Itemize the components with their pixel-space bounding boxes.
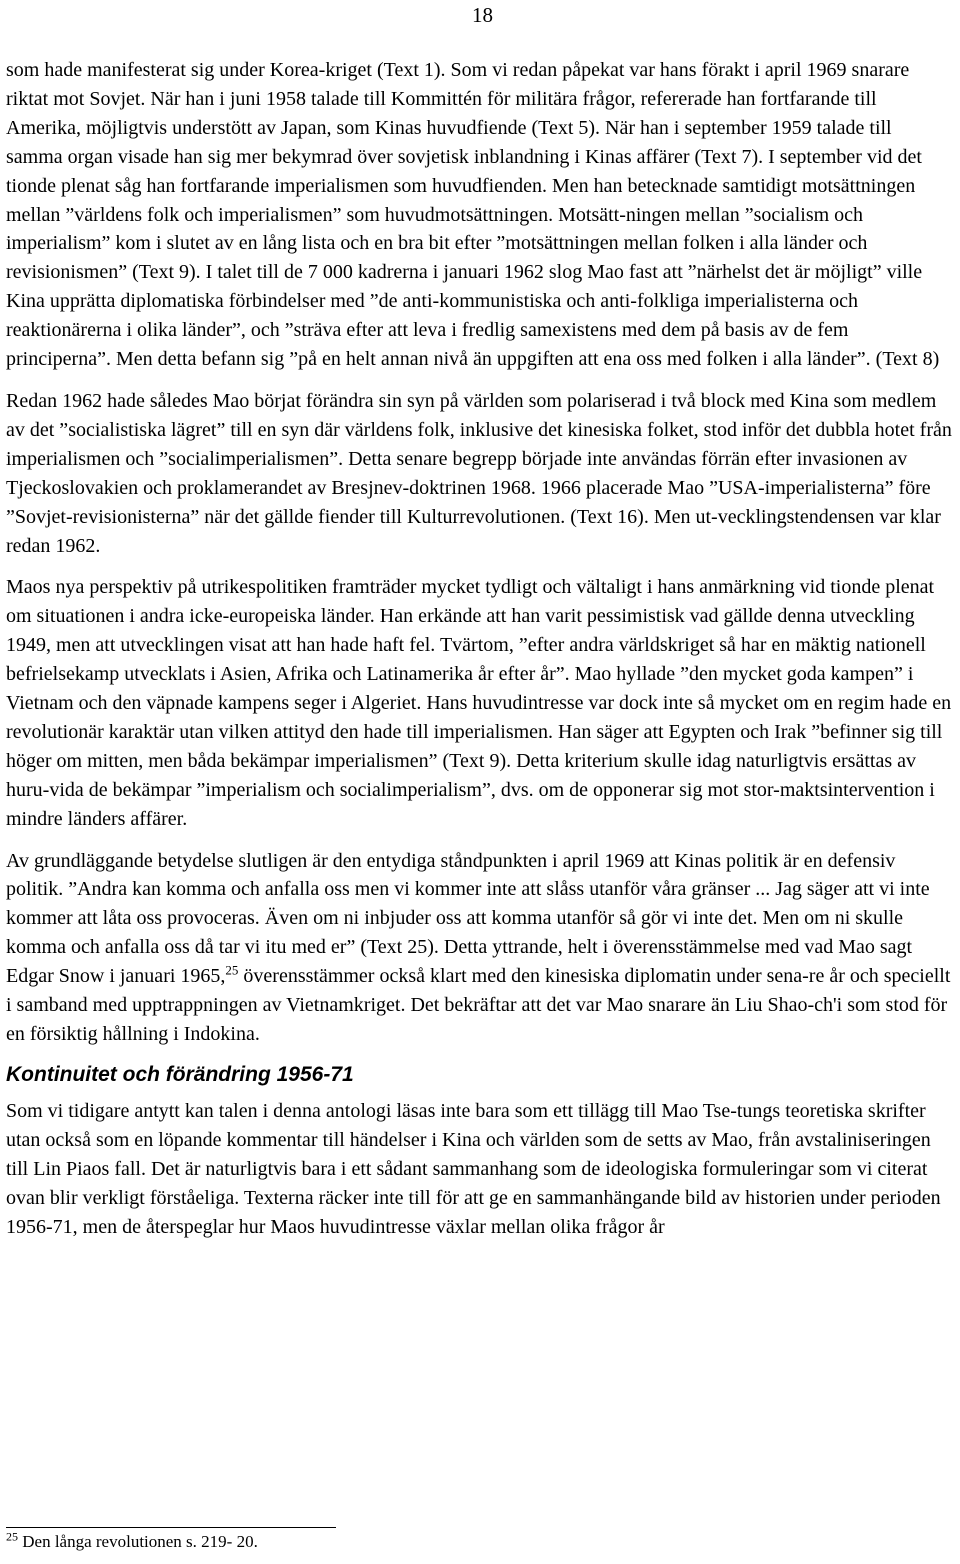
footnote: [6, 1531, 258, 1553]
document-body: [6, 56, 952, 1241]
page-number: 18: [472, 3, 493, 27]
paragraph-text: Av grundläggande betydelse slutligen är den entydiga ståndpunkten i april 1969 att Kinas politik är en defensiv politik. ”Andra kan komma och anfalla oss men vi kommer inte att slåss utanför våra gränser ... Jag säger att vi inte kommer att låta oss provoceras. Även om ni inbjuder oss att komma utanför så gör vi inte det. Men om ni skulle komma och anfalla oss då tar vi itu med er” (Text 25). Detta yttrande, helt i överensstämmelse med vad Mao sagt Edgar Snow i januari 1965,: [6, 849, 930, 988]
paragraph-text: Redan 1962 hade således Mao börjat förändra sin syn på världen som polariserad i två block med Kina som medlem av det ”socialistiska lägret” till en syn där världens folk, inklusive det kinesiska folket, stod inför det dubbla hotet från imperialismen och ”socialimperialismen”. Detta senare begrepp började inte användas förrän efter invasionen av Tjeckoslovakien och proklamerandet av Bresjnev-doktrinen 1968. 1966 placerade Mao ”USA-imperialisterna” före ”Sovjet-revisionisterna” när det gällde fiender till Kulturrevolutionen. (Text 16). Men ut-vecklingstendensen var klar redan 1962.: [6, 389, 952, 557]
section-heading: Kontinuitet och förändring 1956-71: [6, 1062, 354, 1086]
paragraph: [6, 573, 952, 833]
paragraph-text: överensstämmer också klart med den kinesiska diplomatin under sena-re år och speciellt i samband med upptrappningen av Vietnamkriget. Det bekräftar att det var Mao snarare än Liu Shao-ch'i som stod för en försiktig hållning i Indokina.: [6, 965, 951, 1045]
paragraph: [6, 1097, 952, 1242]
footnote-text: Den långa revolutionen s. 219- 20.: [18, 1532, 258, 1551]
paragraph: [6, 56, 952, 374]
paragraph-text: Maos nya perspektiv på utrikespolitiken framträder mycket tydligt och vältaligt i hans anmärkning vid tionde plenat om situationen i andra icke-europeiska länder. Han erkände att han varit pessimistisk vad gällde denna utveckling 1949, men att utvecklingen visat att han hade haft fel. Tvärtom, ”efter andra världskriget så har en mäktig nationell befrielsekamp utvecklats i Asien, Afrika och Latinamerika år efter år”. Mao hyllade ”den mycket goda kampen” i Vietnam och den väpnade kampens seger i Algeriet. Hans huvudintresse var dock inte så mycket om en regim hade en revolutionär karaktär utan vilken attityd den hade till imperialismen. Han säger att Egypten och Irak ”befinner sig till höger om mitten, men båda bekämpar imperialismen” (Text 9). Detta kriterium skulle idag naturligtvis ersättas av huru-vida de bekämpar ”imperialism och socialimperialism”, dvs. om de opponerar sig mot stor-maktsintervention i mindre länders affärer.: [6, 576, 952, 830]
paragraph-text: som hade manifesterat sig under Korea-kriget (Text 1). Som vi redan påpekat var hans förakt i april 1969 snarare riktat mot Sovjet. När han i juni 1958 talade till Kommittén för militära frågor, refererade han fortfarande till Amerika, möjligtvis understött av Japan, som Kinas huvudfiende (Text 5). När han i september 1959 talade till samma organ visade han sig mer bekymrad över sovjetisk inblandning i Kinas affärer (Text 7). I september vid det tionde plenat såg han fortfarande imperialismen som huvudfienden. Men han betecknade samtidigt motsättningen mellan ”världens folk och imperialismen” som huvudmotsättningen. Motsätt-ningen mellan ”socialism och imperialism” kom i slutet av en lång lista och en bra bit efter ”motsättningen mellan folken i alla länder och revisionismen” (Text 9). I talet till de 7 000 kadrerna i januari 1962 slog Mao fast att ”närhelst det är möjligt” ville Kina upprätta diplomatiska förbindelser med ”de anti-kommunistiska och anti-folkliga imperialisterna och reaktionärerna i olika länder”, och ”sträva efter att leva i fredlig samexistens med dem på basis av de fem principerna”. Men detta befann sig ”på en helt annan nivå än uppgiften att ena oss med folken i alla länder”. (Text 8): [6, 59, 940, 371]
footnote-separator: [6, 1527, 336, 1528]
footnote-marker: 25: [6, 1529, 18, 1544]
paragraph: [6, 387, 952, 560]
paragraph-text: Som vi tidigare antytt kan talen i denna antologi läsas inte bara som ett tillägg till Mao Tse-tungs teoretiska skrifter utan också som en löpande kommentar till händelser i Kina och världen som de setts av Mao, från avstaliniseringen till Lin Piaos fall. Det är naturligtvis bara i ett sådant sammanhang som de ideologiska formuleringar som vi citerat ovan blir verkligt förståeliga. Texterna räcker inte till för att ge en sammanhängande bild av historien under perioden 1956-71, men de återspeglar hur Maos huvudintresse växlar mellan olika frågor år: [6, 1099, 941, 1238]
footnote-reference[interactable]: 25: [225, 962, 239, 978]
paragraph: [6, 847, 952, 1049]
